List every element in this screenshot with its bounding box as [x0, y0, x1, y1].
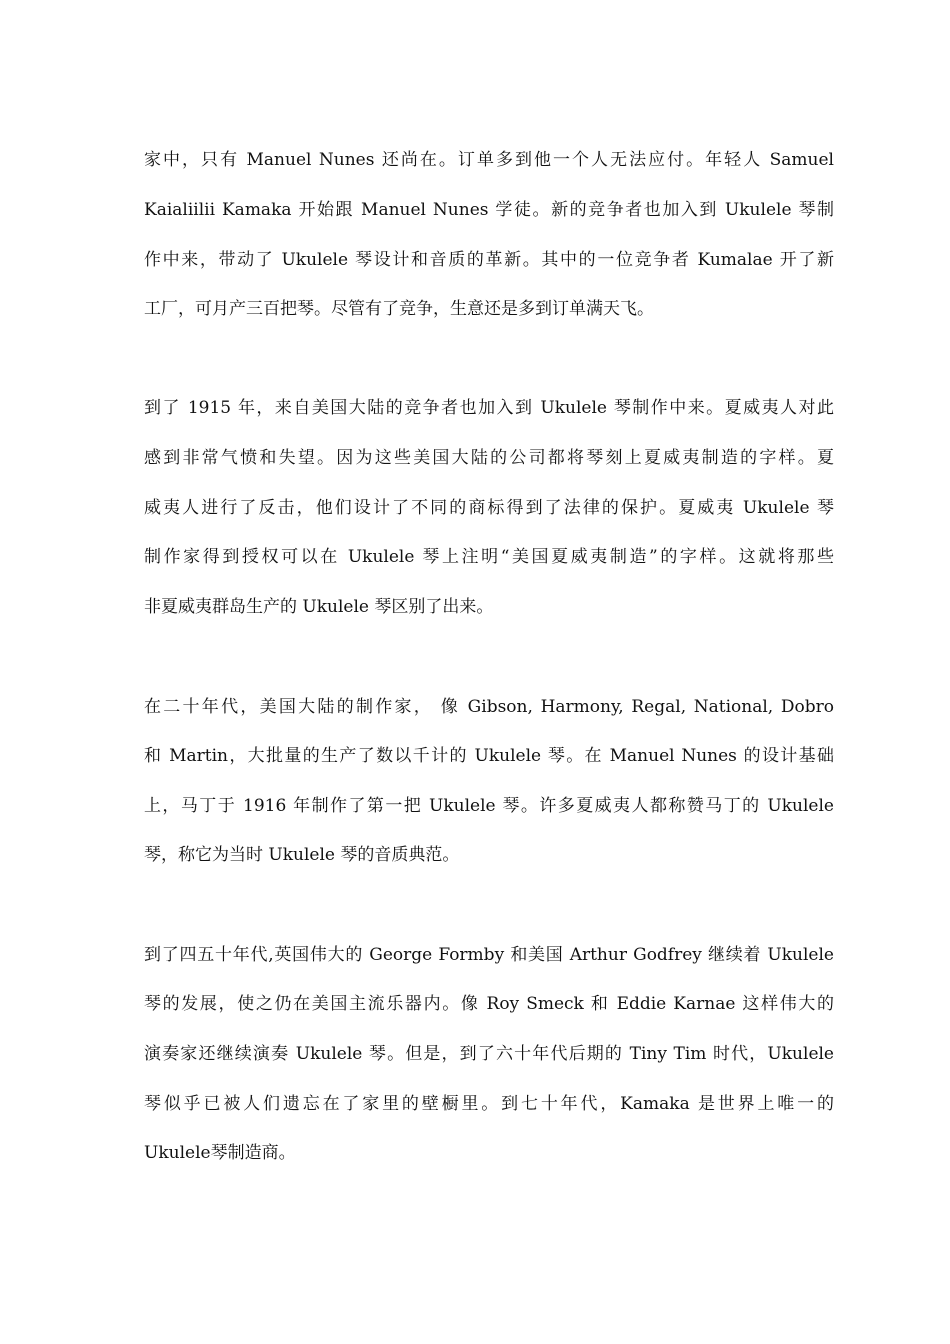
paragraph-4-line-2: 琴的发展，使之仍在美国主流乐器内。像 Roy Smeck 和 Eddie Karnae 这样伟大的	[144, 994, 834, 1014]
paragraph-2-line-3: 威夷人进行了反击，他们设计了不同的商标得到了法律的保护。夏威夷 Ukulele 琴	[144, 498, 834, 518]
paragraph-2-line-1: 到了 1915 年，来自美国大陆的竞争者也加入到 Ukulele 琴制作中来。夏威夷人对此	[144, 398, 834, 418]
paragraph-2-line-4: 制作家得到授权可以在 Ukulele 琴上注明“美国夏威夷制造”的字样。这就将那些	[144, 547, 834, 567]
paragraph-1-line-3: 作中来，带动了 Ukulele 琴设计和音质的革新。其中的一位竞争者 Kumalae 开了新	[144, 250, 834, 270]
paragraph-4-line-3: 演奏家还继续演奏 Ukulele 琴。但是，到了六十年代后期的 Tiny Tim 时代，Ukulele	[144, 1044, 834, 1064]
paragraph-2-line-5: 非夏威夷群岛生产的 Ukulele 琴区别了出来。	[144, 597, 494, 617]
paragraph-3-line-2: 和 Martin，大批量的生产了数以千计的 Ukulele 琴。在 Manuel Nunes 的设计基础	[144, 746, 834, 766]
paragraph-4-line-1: 到了四五十年代,英国伟大的 George Formby 和美国 Arthur Godfrey 继续着 Ukulele	[144, 945, 834, 965]
paragraph-3-line-4: 琴，称它为当时 Ukulele 琴的音质典范。	[144, 845, 460, 865]
paragraph-1-line-2: Kaialiilii Kamaka 开始跟 Manuel Nunes 学徒。新的竞争者也加入到 Ukulele 琴制	[144, 200, 834, 220]
paragraph-4-line-5: Ukulele琴制造商。	[144, 1143, 296, 1163]
paragraph-1-line-4: 工厂，可月产三百把琴。尽管有了竞争，生意还是多到订单满天飞。	[144, 299, 654, 319]
paragraph-3-line-1: 在二十年代，美国大陆的制作家， 像 Gibson, Harmony, Regal, National, Dobro	[144, 697, 834, 717]
paragraph-4-line-4: 琴似乎已被人们遗忘在了家里的壁橱里。到七十年代，Kamaka 是世界上唯一的	[144, 1094, 834, 1114]
paragraph-3-line-3: 上，马丁于 1916 年制作了第一把 Ukulele 琴。许多夏威夷人都称赞马丁的 Ukulele	[144, 796, 834, 816]
paragraph-2-line-2: 感到非常气愤和失望。因为这些美国大陆的公司都将琴刻上夏威夷制造的字样。夏	[144, 448, 834, 468]
paragraph-1-line-1: 家中，只有 Manuel Nunes 还尚在。订单多到他一个人无法应付。年轻人 Samuel	[144, 150, 834, 170]
